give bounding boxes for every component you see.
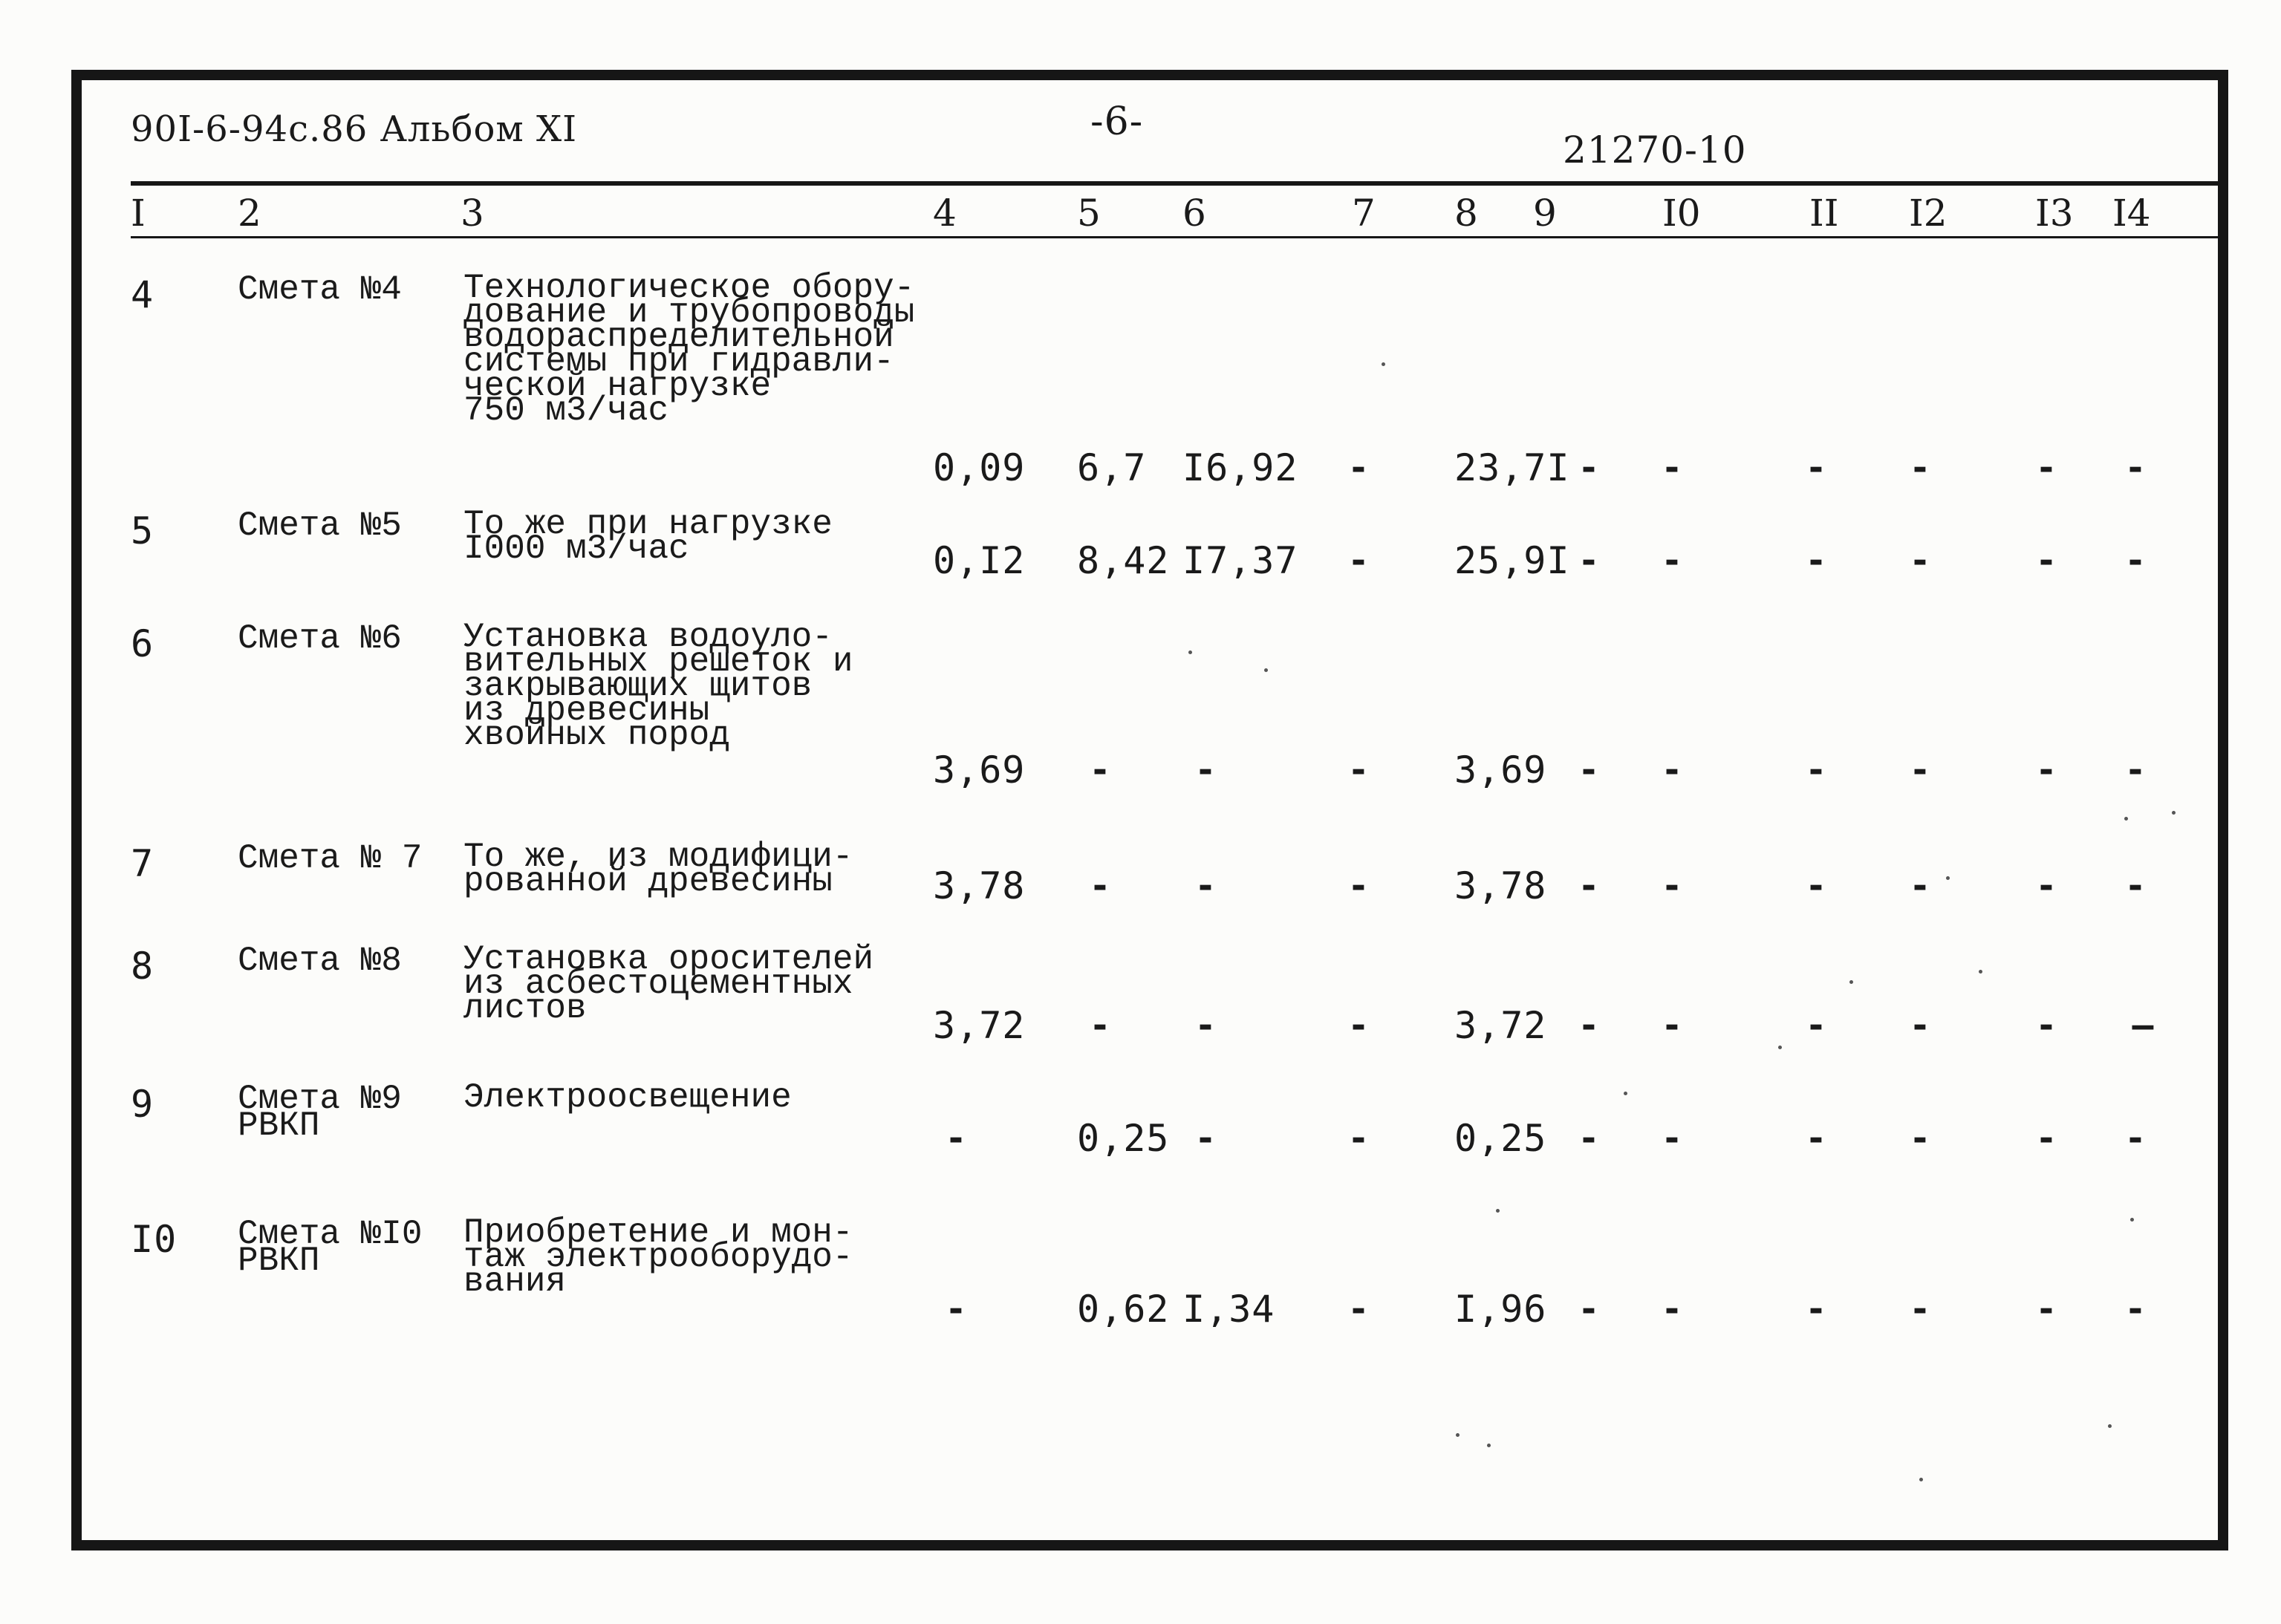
row-number: I0 [131, 1218, 178, 1261]
value-4: 0,I2 [933, 539, 1026, 582]
column-header-1: I [131, 192, 146, 235]
value-14: - [2124, 447, 2147, 489]
value-14: - [2124, 749, 2147, 791]
value-5: - [1089, 865, 1111, 907]
speck [1456, 1433, 1460, 1437]
speck [1264, 668, 1268, 672]
header-rule [131, 181, 2220, 186]
value-11: - [1805, 749, 1827, 791]
value-6: I6,92 [1182, 446, 1298, 489]
value-12: - [1909, 447, 1931, 489]
value-13: - [2035, 540, 2057, 581]
stamp-number: 21270-10 [1563, 128, 1747, 172]
value-14: - [2124, 1118, 2147, 1159]
row-number: 9 [131, 1083, 154, 1126]
value-11: - [1805, 1288, 1827, 1330]
value-9: - [1578, 865, 1600, 907]
column-header-8: 8 [1454, 192, 1478, 235]
value-6: - [1194, 1118, 1217, 1159]
column-header-9: 9 [1533, 192, 1557, 235]
value-5: 0,62 [1077, 1288, 1170, 1331]
value-13: - [2035, 447, 2057, 489]
work-description: Установка оросителей из асбестоцементных листов [463, 940, 874, 1028]
value-13: - [2035, 1005, 2057, 1046]
value-9: - [1578, 1005, 1600, 1046]
speck [1188, 650, 1192, 654]
value-12: - [1909, 749, 1931, 791]
value-4: 3,78 [933, 864, 1026, 907]
column-header-4: 4 [933, 192, 957, 235]
value-13: - [2035, 1288, 2057, 1330]
value-7: - [1347, 1288, 1370, 1330]
speck [1496, 1209, 1500, 1213]
value-5: 6,7 [1077, 446, 1147, 489]
value-8: 0,25 [1454, 1117, 1547, 1160]
speck [1849, 980, 1853, 984]
row-number: 7 [131, 842, 154, 885]
speck [1778, 1046, 1782, 1049]
value-12: - [1909, 865, 1931, 907]
column-header-5: 5 [1077, 192, 1101, 235]
value-6: - [1194, 865, 1217, 907]
value-14: — [2132, 1005, 2154, 1046]
value-14: - [2124, 865, 2147, 907]
value-9: - [1578, 1288, 1600, 1330]
value-10: - [1661, 540, 1683, 581]
value-9: - [1578, 540, 1600, 581]
value-8: 3,78 [1454, 864, 1547, 907]
value-11: - [1805, 1118, 1827, 1159]
column-header-rule [131, 236, 2220, 238]
value-7: - [1347, 749, 1370, 791]
column-header-12: I2 [1909, 192, 1948, 235]
row-number: 6 [131, 622, 154, 665]
speck [1946, 876, 1950, 880]
value-9: - [1578, 749, 1600, 791]
value-4: - [945, 1288, 967, 1330]
row-number: 5 [131, 509, 154, 552]
work-description: То же, из модифици- рованной древесины [463, 838, 853, 901]
value-5: - [1089, 749, 1111, 791]
speck [1624, 1092, 1627, 1095]
column-header-10: I0 [1662, 192, 1701, 235]
work-description: Установка водоуло- вительных решеток и закрывающих щитов из древесины хвойных пород [463, 618, 853, 754]
value-10: - [1661, 865, 1683, 907]
value-6: - [1194, 749, 1217, 791]
value-7: - [1347, 447, 1370, 489]
value-12: - [1909, 1005, 1931, 1046]
value-7: - [1347, 1118, 1370, 1159]
page-number: -6- [1090, 100, 1144, 144]
value-7: - [1347, 865, 1370, 907]
value-6: I,34 [1182, 1288, 1275, 1331]
value-9: - [1578, 447, 1600, 489]
value-14: - [2124, 1288, 2147, 1330]
value-8: 3,69 [1454, 749, 1547, 792]
value-12: - [1909, 540, 1931, 581]
value-8: 23,7I [1454, 446, 1570, 489]
value-14: - [2124, 540, 2147, 581]
row-number: 4 [131, 273, 154, 316]
value-10: - [1661, 749, 1683, 791]
value-5: 0,25 [1077, 1117, 1170, 1160]
column-header-11: II [1809, 192, 1839, 235]
value-8: 25,9I [1454, 539, 1570, 582]
column-header-2: 2 [238, 192, 261, 235]
value-13: - [2035, 1118, 2057, 1159]
estimate-label: Смета №I0 РВКП [238, 1215, 423, 1280]
value-6: - [1194, 1005, 1217, 1046]
value-10: - [1661, 1288, 1683, 1330]
value-11: - [1805, 447, 1827, 489]
column-header-6: 6 [1182, 192, 1206, 235]
speck [1382, 362, 1385, 366]
value-10: - [1661, 1118, 1683, 1159]
value-4: - [945, 1118, 967, 1159]
column-header-3: 3 [461, 192, 484, 235]
column-header-7: 7 [1352, 192, 1376, 235]
speck [2172, 811, 2176, 815]
speck [2130, 1218, 2134, 1222]
speck [1487, 1444, 1491, 1447]
estimate-label: Смета №9 РВКП [238, 1080, 402, 1145]
value-9: - [1578, 1118, 1600, 1159]
value-7: - [1347, 1005, 1370, 1046]
value-12: - [1909, 1118, 1931, 1159]
value-5: 8,42 [1077, 539, 1170, 582]
row-number: 8 [131, 945, 154, 988]
value-11: - [1805, 865, 1827, 907]
speck [1919, 1478, 1923, 1481]
column-header-14: I4 [2112, 192, 2151, 235]
value-8: 3,72 [1454, 1004, 1547, 1047]
estimate-label: Смета №4 [238, 270, 402, 309]
value-11: - [1805, 540, 1827, 581]
value-4: 0,09 [933, 446, 1026, 489]
value-8: I,96 [1454, 1288, 1547, 1331]
value-7: - [1347, 540, 1370, 581]
speck [1979, 970, 1982, 974]
value-12: - [1909, 1288, 1931, 1330]
speck [2108, 1424, 2112, 1428]
document-code: 90I-6-94с.86 Альбом XI [131, 108, 578, 150]
value-11: - [1805, 1005, 1827, 1046]
speck [2124, 817, 2128, 821]
value-10: - [1661, 1005, 1683, 1046]
estimate-label: Смета № 7 [238, 839, 423, 878]
value-4: 3,72 [933, 1004, 1026, 1047]
value-13: - [2035, 865, 2057, 907]
work-description: Приобретение и мон- таж электрооборудо- вания [463, 1213, 853, 1301]
value-10: - [1661, 447, 1683, 489]
estimate-label: Смета №6 [238, 619, 402, 658]
value-13: - [2035, 749, 2057, 791]
column-header-13: I3 [2035, 192, 2074, 235]
value-4: 3,69 [933, 749, 1026, 792]
work-description: То же при нагрузке I000 м3/час [463, 505, 833, 568]
value-5: - [1089, 1005, 1111, 1046]
value-6: I7,37 [1182, 539, 1298, 582]
work-description: Электроосвещение [463, 1078, 792, 1117]
estimate-label: Смета №8 [238, 942, 402, 980]
estimate-label: Смета №5 [238, 506, 402, 545]
work-description: Технологическое обору- дование и трубопроводы водораспределительной системы при гидравли- ческой нагрузке 750 м3/час [463, 269, 915, 430]
